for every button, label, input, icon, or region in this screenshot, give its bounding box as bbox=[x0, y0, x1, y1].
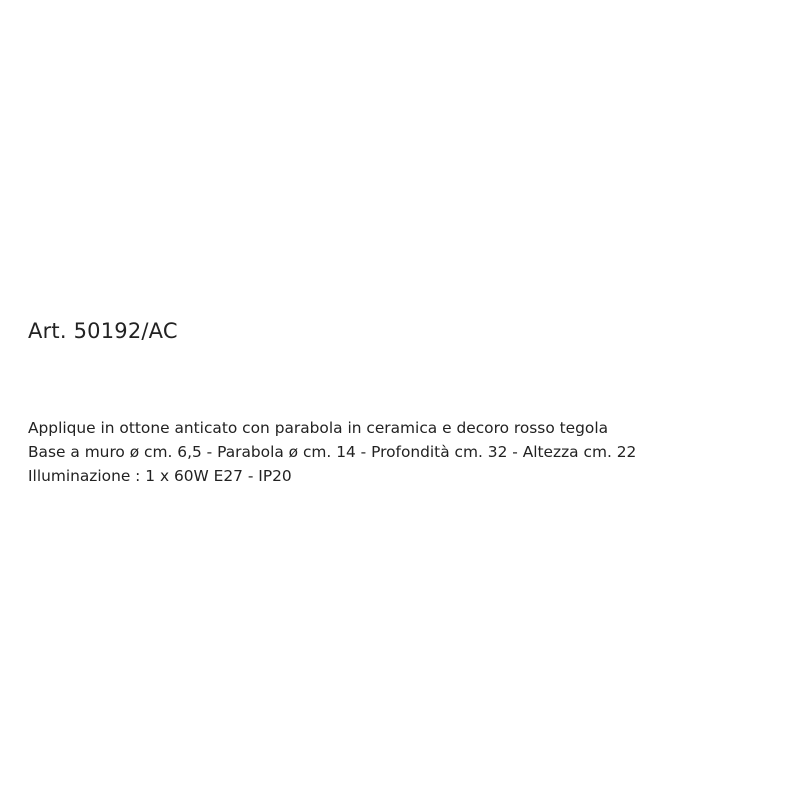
description-line-material: Applique in ottone anticato con parabola in ceramica e decoro rosso tegola bbox=[28, 419, 609, 437]
product-description bbox=[28, 416, 788, 488]
description-line-dimensions: Base a muro ø cm. 6,5 - Parabola ø cm. 14 - Profondità cm. 32 - Altezza cm. 22 bbox=[28, 443, 637, 461]
article-code: Art. 50192/AC bbox=[28, 319, 178, 343]
description-line-lighting: Illuminazione : 1 x 60W E27 - IP20 bbox=[28, 467, 292, 485]
